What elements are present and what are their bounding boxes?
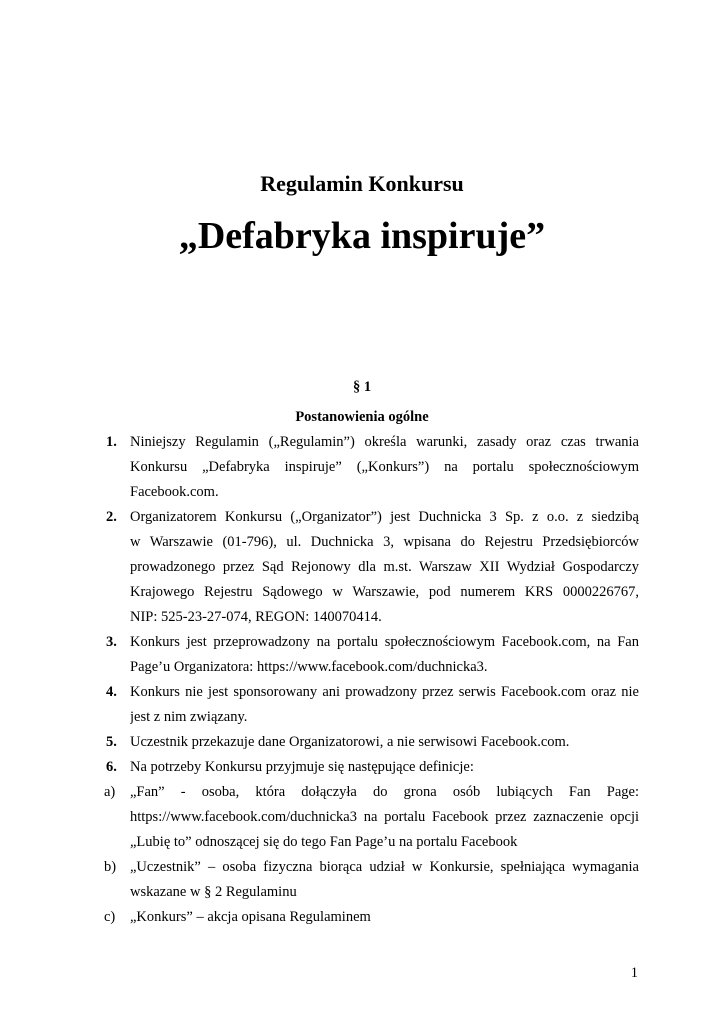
clause-number: 6. — [106, 759, 117, 775]
section-title: Postanowienia ogólne — [295, 409, 429, 425]
definition-text — [130, 905, 639, 930]
text-line: „Lubię to” odnoszącej się do tego Fan Page’u na portalu Facebook — [130, 834, 518, 850]
definition-item — [0, 855, 724, 905]
text-line: Niniejszy Regulamin („Regulamin”) określa warunki, zasady oraz czas trwania — [130, 434, 639, 450]
clause-item — [0, 680, 724, 730]
clause-number: 4. — [106, 684, 117, 700]
text-line: NIP: 525-23-27-074, REGON: 140070414. — [130, 609, 382, 625]
clause-number: 5. — [106, 734, 117, 750]
clause-text — [130, 730, 639, 755]
clause-number: 2. — [106, 509, 117, 525]
definition-item — [0, 780, 724, 855]
clause-text — [130, 630, 639, 680]
text-line: „Uczestnik” – osoba fizyczna biorąca udział w Konkursie, spełniająca wymagania — [130, 859, 639, 875]
text-line: Na potrzeby Konkursu przyjmuje się następujące definicje: — [130, 759, 474, 775]
text-line: Page’u Organizatora: https://www.facebook.com/duchnicka3. — [130, 659, 488, 675]
clause-text — [130, 505, 639, 630]
clause-item — [0, 730, 724, 755]
text-line: https://www.facebook.com/duchnicka3 na portalu Facebook przez zaznaczenie opcji — [130, 809, 639, 825]
text-line: „Fan” - osoba, która dołączyła do grona osób lubiących Fan Page: — [130, 784, 639, 800]
section-number: § 1 — [352, 379, 372, 395]
text-line: Organizatorem Konkursu („Organizator”) jest Duchnicka 3 Sp. z o.o. z siedzibą — [130, 509, 639, 525]
text-line: Krajowego Rejestru Sądowego w Warszawie, pod numerem KRS 0000226767, — [130, 584, 639, 600]
text-line: jest z nim związany. — [130, 709, 248, 725]
clause-list — [0, 430, 724, 930]
text-line: w Warszawie (01-796), ul. Duchnicka 3, wpisana do Rejestru Przedsiębiorców — [130, 534, 639, 550]
text-line: Konkurs jest przeprowadzony na portalu społecznościowym Facebook.com, na Fan — [130, 634, 639, 650]
clause-text — [130, 680, 639, 730]
text-line: wskazane w § 2 Regulaminu — [130, 884, 297, 900]
definition-text — [130, 855, 639, 905]
page-number: 1 — [630, 965, 638, 981]
definition-text — [130, 780, 639, 855]
text-line: Facebook.com. — [130, 484, 219, 500]
clause-text — [130, 755, 639, 780]
text-line: „Konkurs” – akcja opisana Regulaminem — [130, 909, 371, 925]
text-line: Konkurs nie jest sponsorowany ani prowadzony przez serwis Facebook.com oraz nie — [130, 684, 639, 700]
clause-number: 3. — [106, 634, 117, 650]
text-line: Uczestnik przekazuje dane Organizatorowi, a nie serwisowi Facebook.com. — [130, 734, 570, 750]
document-subtitle: „Defabryka inspiruje” — [178, 215, 546, 257]
clause-text — [130, 430, 639, 505]
clause-item — [0, 630, 724, 680]
clause-item — [0, 755, 724, 780]
document-title: Regulamin Konkursu — [260, 171, 464, 196]
definition-marker: c) — [104, 909, 116, 925]
definition-item — [0, 905, 724, 930]
text-line: prowadzonego przez Sąd Rejonowy dla m.st. Warszaw XII Wydział Gospodarczy — [130, 559, 639, 575]
clause-item — [0, 505, 724, 630]
clause-item — [0, 430, 724, 505]
text-line: Konkursu „Defabryka inspiruje” („Konkurs”) na portalu społecznościowym — [130, 459, 639, 475]
definition-marker: b) — [104, 859, 117, 875]
clause-number: 1. — [106, 434, 117, 450]
definition-marker: a) — [104, 784, 116, 800]
